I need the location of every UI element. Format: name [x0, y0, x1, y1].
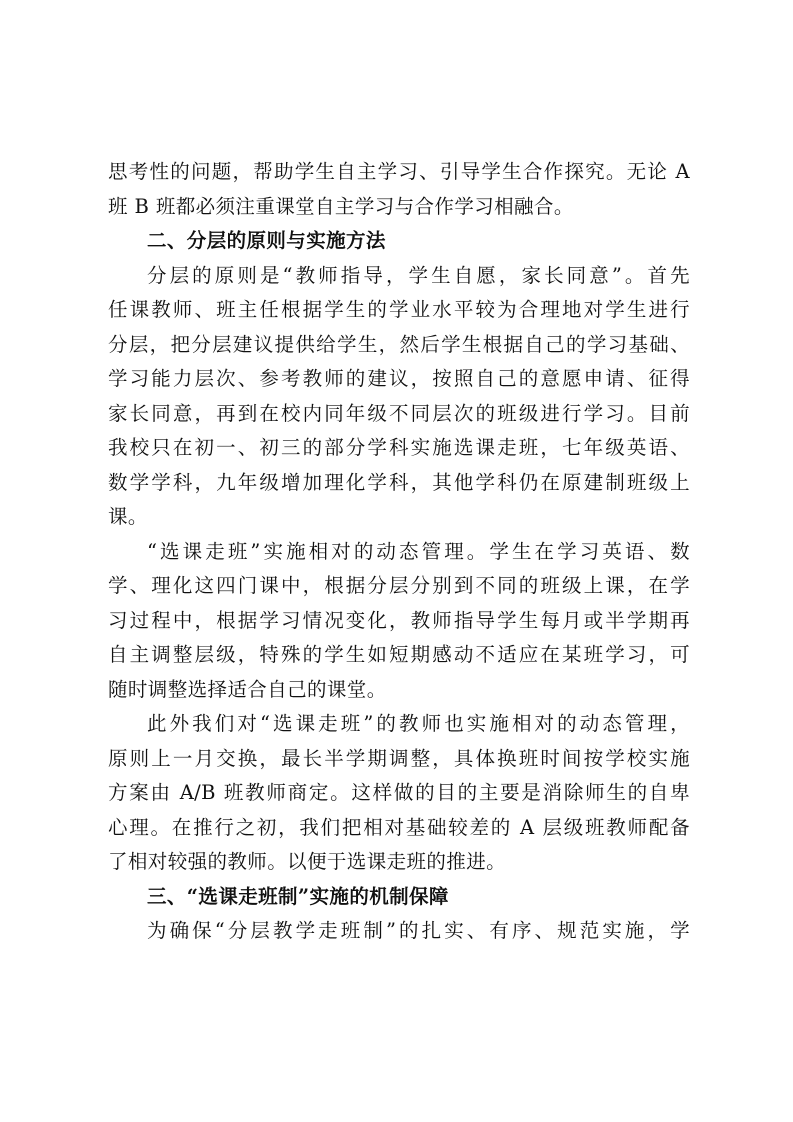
paragraph-dynamic-management-students	[108, 535, 690, 708]
paragraph-mechanism-guarantee	[108, 914, 690, 949]
document-page	[108, 155, 690, 949]
text-line: 课。	[108, 505, 148, 528]
text-line: 随时调整选择适合自己的课堂。	[108, 677, 387, 701]
text-line: 家长同意，再到在校内同年级不同层次的班级进行学习。目前	[108, 401, 690, 425]
text-line: “选课走班”实施相对的动态管理。学生在学习英语、数	[147, 539, 690, 563]
text-line: 心理。在推行之初，我们把相对基础较差的 A 层级班教师配备	[108, 815, 690, 839]
text-line: 为确保“分层教学走班制”的扎实、有序、规范实施，学	[147, 919, 690, 942]
text-line: 班 B 班都必须注重课堂自主学习与合作学习相融合。	[108, 194, 574, 218]
section-heading-2: 二、分层的原则与实施方法	[147, 229, 386, 252]
text-line: 习过程中，根据学习情况变化，教师指导学生每月或半学期再	[108, 608, 690, 632]
text-line: 了相对较强的教师。以便于选课走班的推进。	[108, 850, 507, 873]
section-heading-3: 三、“选课走班制”实施的机制保障	[147, 884, 449, 908]
paragraph-continuation	[108, 155, 690, 224]
text-line: 我校只在初一、初三的部分学科实施选课走班，七年级英语、	[108, 436, 690, 459]
text-line: 分层的原则是“教师指导，学生自愿，家长同意”。首先	[147, 263, 690, 287]
text-line: 自主调整层级，特殊的学生如短期感动不适应在某班学习，可	[108, 643, 690, 666]
text-line: 此外我们对“选课走班”的教师也实施相对的动态管理，	[147, 712, 690, 735]
paragraph-dynamic-management-teachers	[108, 707, 690, 880]
text-line: 学习能力层次、参考教师的建议，按照自己的意愿申请、征得	[108, 367, 690, 390]
text-line: 学、理化这四门课中，根据分层分别到不同的班级上课，在学	[108, 574, 690, 597]
paragraph-layering-principles	[108, 259, 690, 535]
text-line: 思考性的问题，帮助学生自主学习、引导学生合作探究。无论 A	[108, 160, 690, 183]
text-line: 原则上一月交换，最长半学期调整，具体换班时间按学校实施	[108, 746, 690, 770]
text-line: 任课教师、班主任根据学生的学业水平较为合理地对学生进行	[108, 298, 690, 321]
text-line: 方案由 A/B 班教师商定。这样做的目的主要是消除师生的自卑	[108, 781, 690, 804]
text-line: 分层，把分层建议提供给学生，然后学生根据自己的学习基础、	[108, 332, 690, 356]
text-line: 数学学科，九年级增加理化学科，其他学科仍在原建制班级上	[108, 470, 690, 494]
